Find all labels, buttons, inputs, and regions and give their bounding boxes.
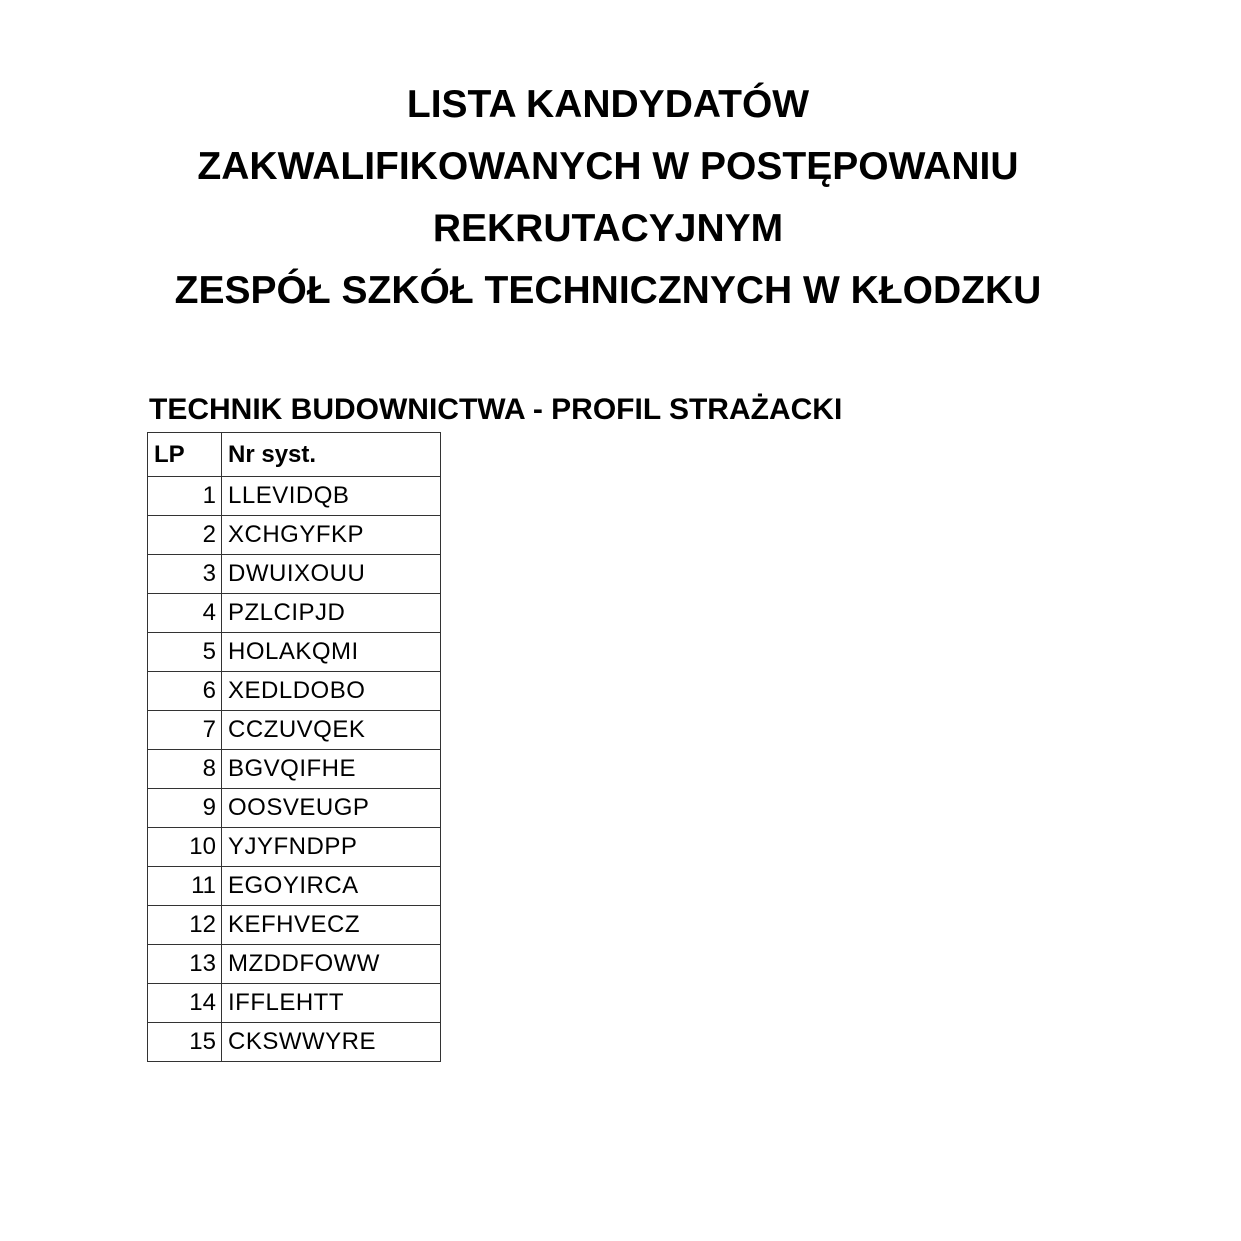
row-number-cell: 7 xyxy=(148,711,222,750)
table-row xyxy=(148,828,441,867)
title-line: LISTA KANDYDATÓW xyxy=(406,83,810,126)
table-row xyxy=(148,1023,441,1062)
system-number-cell: HOLAKQMI xyxy=(222,633,441,672)
row-number-cell: 3 xyxy=(148,555,222,594)
row-number-cell: 11 xyxy=(148,867,222,906)
table-header-row xyxy=(148,433,441,477)
row-number-cell: 13 xyxy=(148,945,222,984)
row-number-cell: 8 xyxy=(148,750,222,789)
table-row xyxy=(148,711,441,750)
title-line: ZAKWALIFIKOWANYCH W POSTĘPOWANIU xyxy=(197,145,1019,188)
system-number-cell: KEFHVECZ xyxy=(222,906,441,945)
row-number-cell: 1 xyxy=(148,477,222,516)
table-row xyxy=(148,906,441,945)
row-number-cell: 12 xyxy=(148,906,222,945)
table-row xyxy=(148,516,441,555)
row-number-cell: 2 xyxy=(148,516,222,555)
system-number-cell: PZLCIPJD xyxy=(222,594,441,633)
row-number-cell: 14 xyxy=(148,984,222,1023)
system-number-cell: OOSVEUGP xyxy=(222,789,441,828)
table-row xyxy=(148,555,441,594)
table-row xyxy=(148,750,441,789)
row-number-cell: 15 xyxy=(148,1023,222,1062)
system-number-cell: LLEVIDQB xyxy=(222,477,441,516)
candidates-table xyxy=(147,432,441,1062)
column-header-nr: Nr syst. xyxy=(222,433,441,477)
system-number-cell: EGOYIRCA xyxy=(222,867,441,906)
system-number-cell: DWUIXOUU xyxy=(222,555,441,594)
table-row xyxy=(148,789,441,828)
table-row xyxy=(148,594,441,633)
system-number-cell: BGVQIFHE xyxy=(222,750,441,789)
column-header-lp: LP xyxy=(148,433,222,477)
section-heading: TECHNIK BUDOWNICTWA - PROFIL STRAŻACKI xyxy=(149,393,843,426)
system-number-cell: XEDLDOBO xyxy=(222,672,441,711)
system-number-cell: YJYFNDPP xyxy=(222,828,441,867)
row-number-cell: 9 xyxy=(148,789,222,828)
table-row xyxy=(148,945,441,984)
table-row xyxy=(148,984,441,1023)
system-number-cell: MZDDFOWW xyxy=(222,945,441,984)
table-row xyxy=(148,672,441,711)
table-row xyxy=(148,867,441,906)
system-number-cell: CCZUVQEK xyxy=(222,711,441,750)
table-row xyxy=(148,633,441,672)
table-body xyxy=(148,477,441,1062)
title-line: ZESPÓŁ SZKÓŁ TECHNICZNYCH W KŁODZKU xyxy=(174,269,1042,312)
system-number-cell: IFFLEHTT xyxy=(222,984,441,1023)
row-number-cell: 6 xyxy=(148,672,222,711)
system-number-cell: XCHGYFKP xyxy=(222,516,441,555)
document-title xyxy=(0,74,1216,322)
title-line: REKRUTACYJNYM xyxy=(432,207,784,250)
row-number-cell: 5 xyxy=(148,633,222,672)
row-number-cell: 10 xyxy=(148,828,222,867)
row-number-cell: 4 xyxy=(148,594,222,633)
system-number-cell: CKSWWYRE xyxy=(222,1023,441,1062)
table-row xyxy=(148,477,441,516)
